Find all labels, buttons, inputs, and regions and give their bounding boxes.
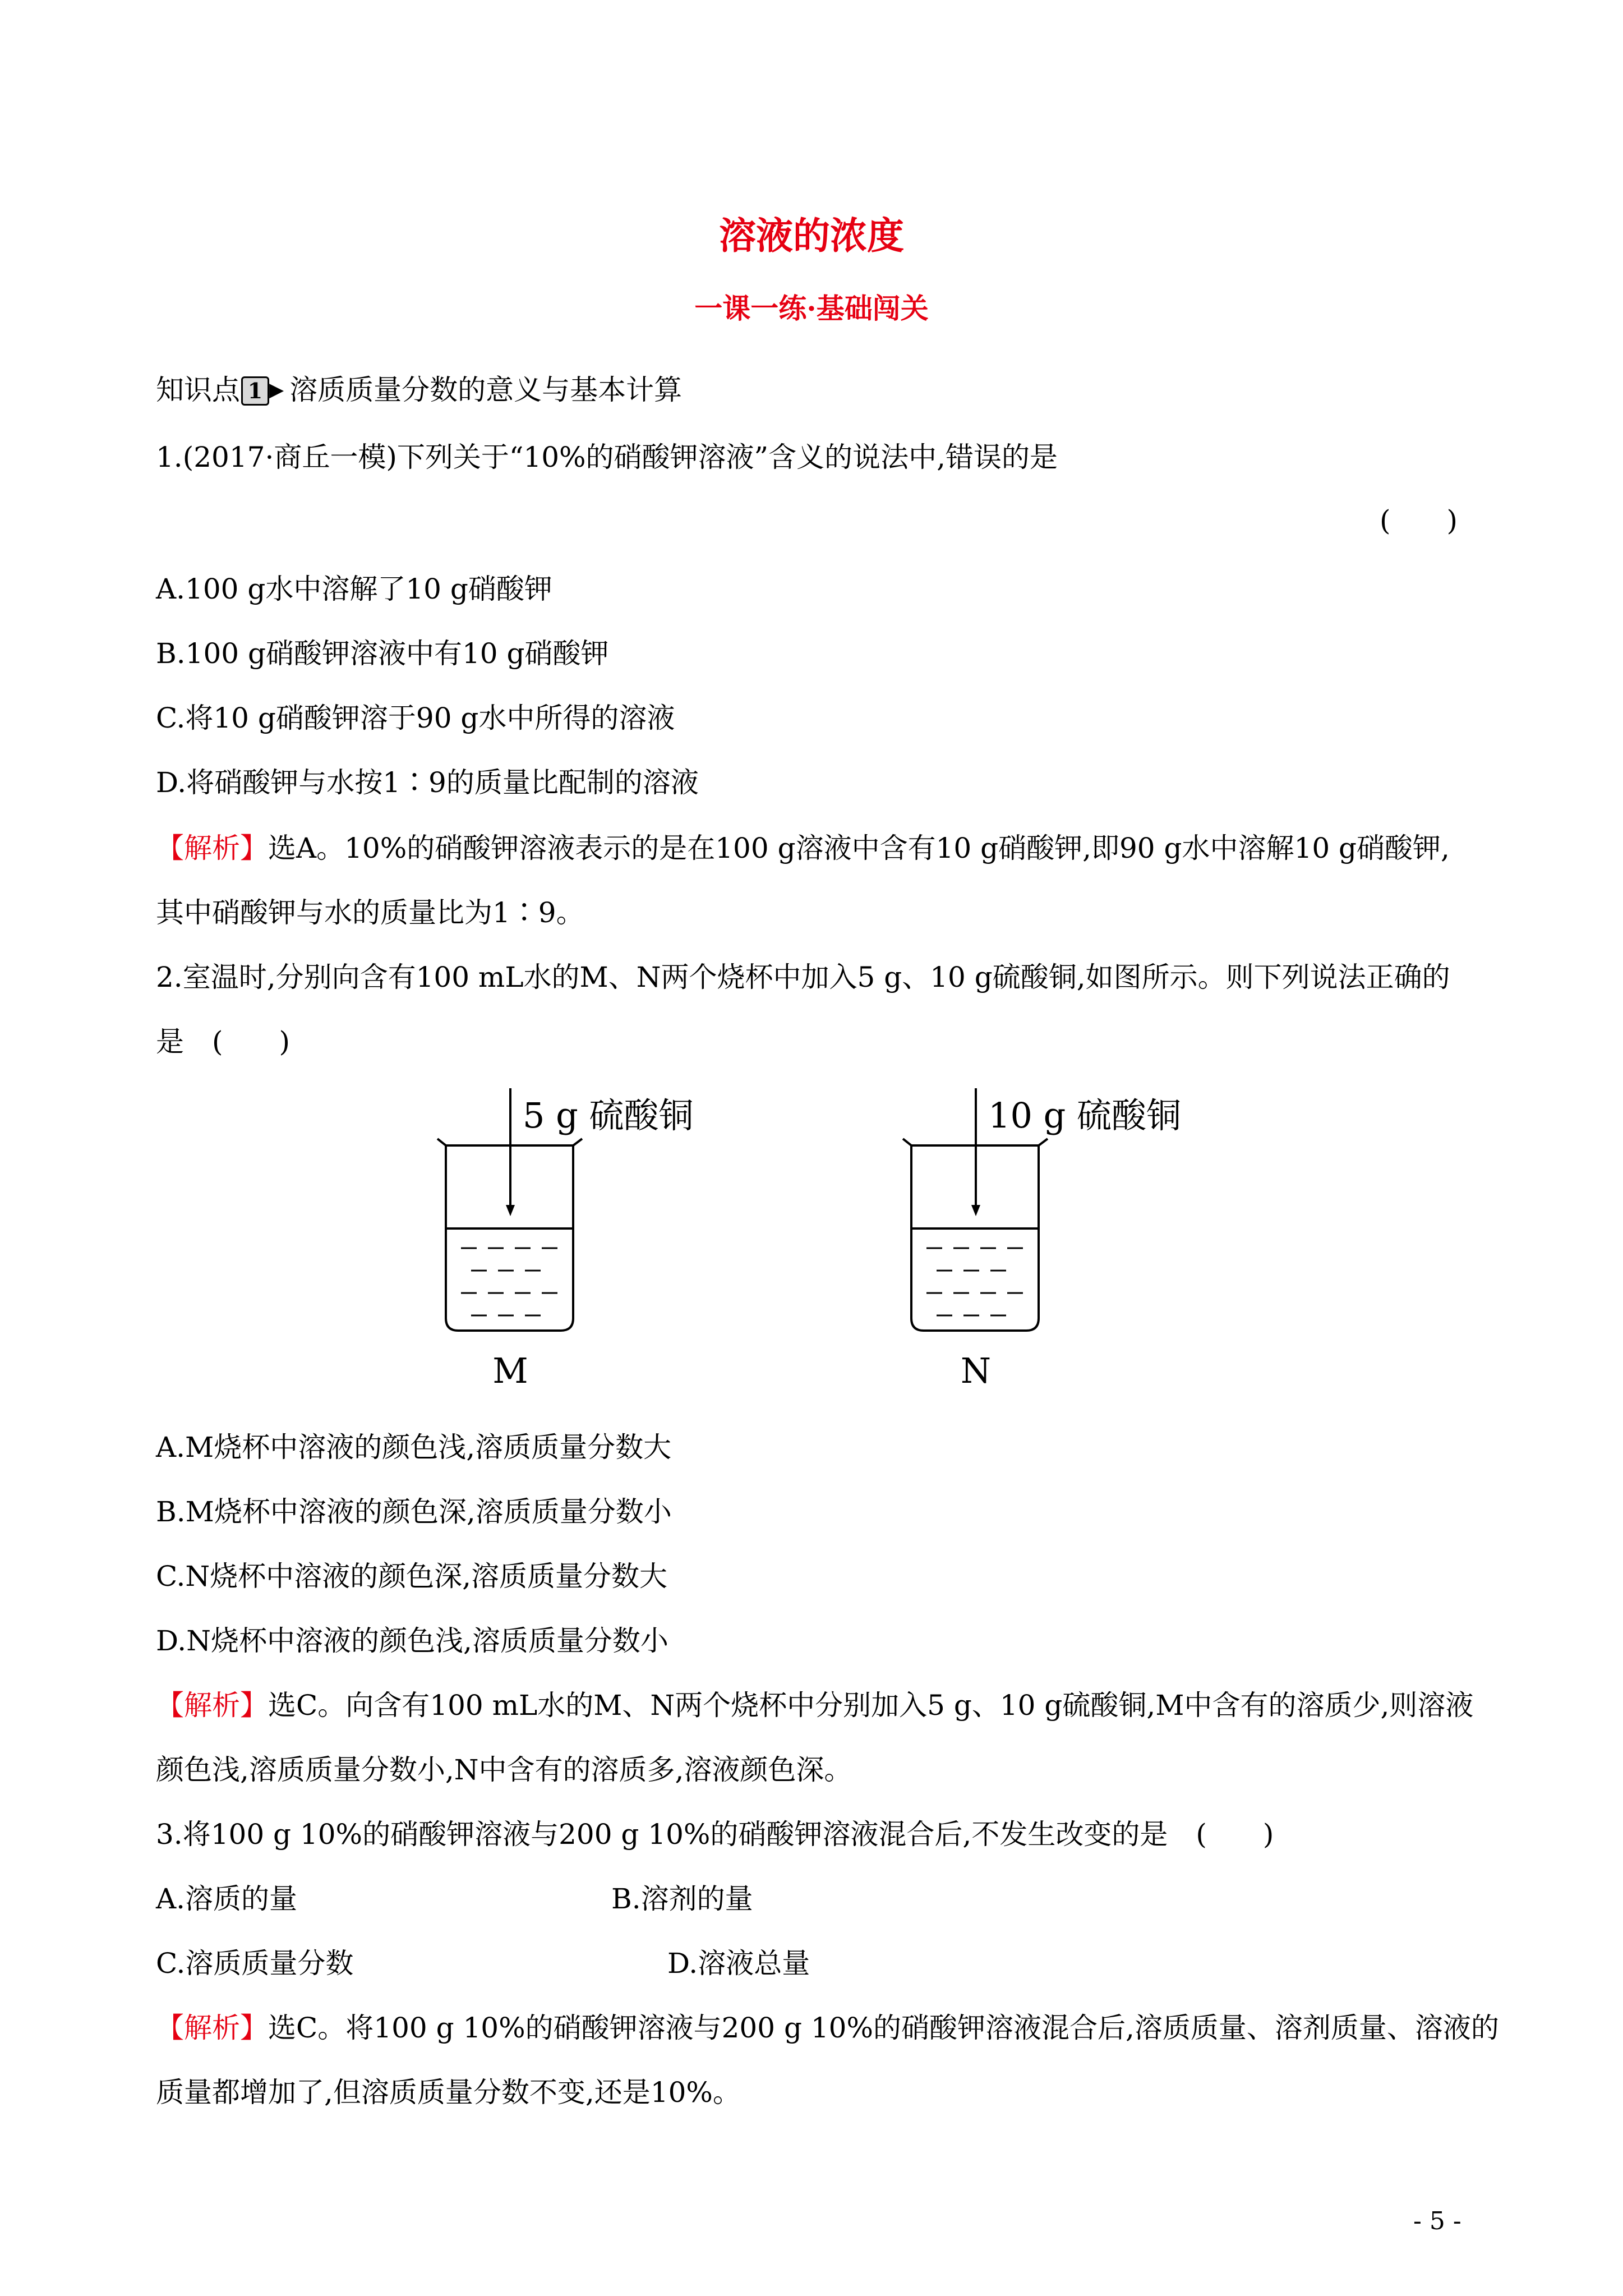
section-heading [156,373,682,407]
q1-option-c: C.将10 g硝酸钾溶于90 g水中所得的溶液 [156,702,675,734]
page-number: - 5 - [1413,2207,1461,2235]
q2-option-d: D.N烧杯中溶液的颜色浅,溶质质量分数小 [156,1625,668,1657]
beaker-figure [393,1077,1234,1402]
analysis-tag: 【解析】 [156,832,268,864]
section-label: 溶质质量分数的意义与基本计算 [289,374,683,406]
q3-option-c: C.溶质质量分数 [156,1947,354,1980]
q2-stem-cont: 是 ( ) [156,1025,291,1058]
section-prefix: 知识点 [156,374,240,406]
q2-stem: 2.室温时,分别向含有100 mL水的M、N两个烧杯中加入5 g、10 g硫酸铜,如图所示。则下列说法正确的 [156,961,1450,993]
q3-analysis-cont: 质量都增加了,但溶质质量分数不变,还是10%。 [156,2076,741,2109]
q1-stem: 1.(2017·商丘一模)下列关于“10%的硝酸钾溶液”含义的说法中,错误的是 [156,441,1058,473]
q2-option-c: C.N烧杯中溶液的颜色深,溶质质量分数大 [156,1560,668,1593]
beaker-diagram [393,1077,1234,1402]
analysis-tag: 【解析】 [156,1689,268,1722]
q2-option-b: B.M烧杯中溶液的颜色深,溶质质量分数小 [156,1496,672,1528]
section-number-badge: 1 [241,376,269,406]
q2-option-a: A.M烧杯中溶液的颜色浅,溶质质量分数大 [156,1431,672,1464]
analysis-tag: 【解析】 [156,2012,268,2044]
q1-analysis-cont: 其中硝酸钾与水的质量比为1∶9。 [156,896,584,929]
beaker-n-label: 10 g 硫酸铜 [988,1095,1181,1136]
triangle-icon: ▶ [269,379,284,401]
q1-analysis: 【解析】选A。10%的硝酸钾溶液表示的是在100 g溶液中含有10 g硝酸钾,即90 g水中溶解10 g硝酸钾, [156,832,1450,864]
beaker-m-label: 5 g 硫酸铜 [523,1095,694,1136]
q3-analysis: 【解析】选C。将100 g 10%的硝酸钾溶液与200 g 10%的硝酸钾溶液混合后,溶质质量、溶剂质量、溶液的 [156,2012,1499,2044]
q3-option-b: B.溶剂的量 [611,1883,753,1915]
page-subtitle: 一课一练·基础闯关 [694,292,929,325]
q3-option-d: D.溶液总量 [667,1947,810,1980]
q2-analysis-cont: 颜色浅,溶质质量分数小,N中含有的溶质多,溶液颜色深。 [156,1754,852,1786]
q1-answer-blank: ( ) [1380,504,1458,537]
q1-option-b: B.100 g硝酸钾溶液中有10 g硝酸钾 [156,637,609,670]
page-title: 溶液的浓度 [719,214,904,257]
q3-option-a: A.溶质的量 [156,1883,298,1915]
beaker-m-name: M [492,1350,528,1391]
q1-option-d: D.将硝酸钾与水按1∶9的质量比配制的溶液 [156,766,699,799]
q2-analysis: 【解析】选C。向含有100 mL水的M、N两个烧杯中分别加入5 g、10 g硫酸铜,M中含有的溶质少,则溶液 [156,1689,1474,1722]
q3-stem: 3.将100 g 10%的硝酸钾溶液与200 g 10%的硝酸钾溶液混合后,不发生改变的是 ( ) [156,1818,1274,1851]
q1-option-a: A.100 g水中溶解了10 g硝酸钾 [156,573,552,605]
beaker-n-name: N [960,1350,992,1391]
